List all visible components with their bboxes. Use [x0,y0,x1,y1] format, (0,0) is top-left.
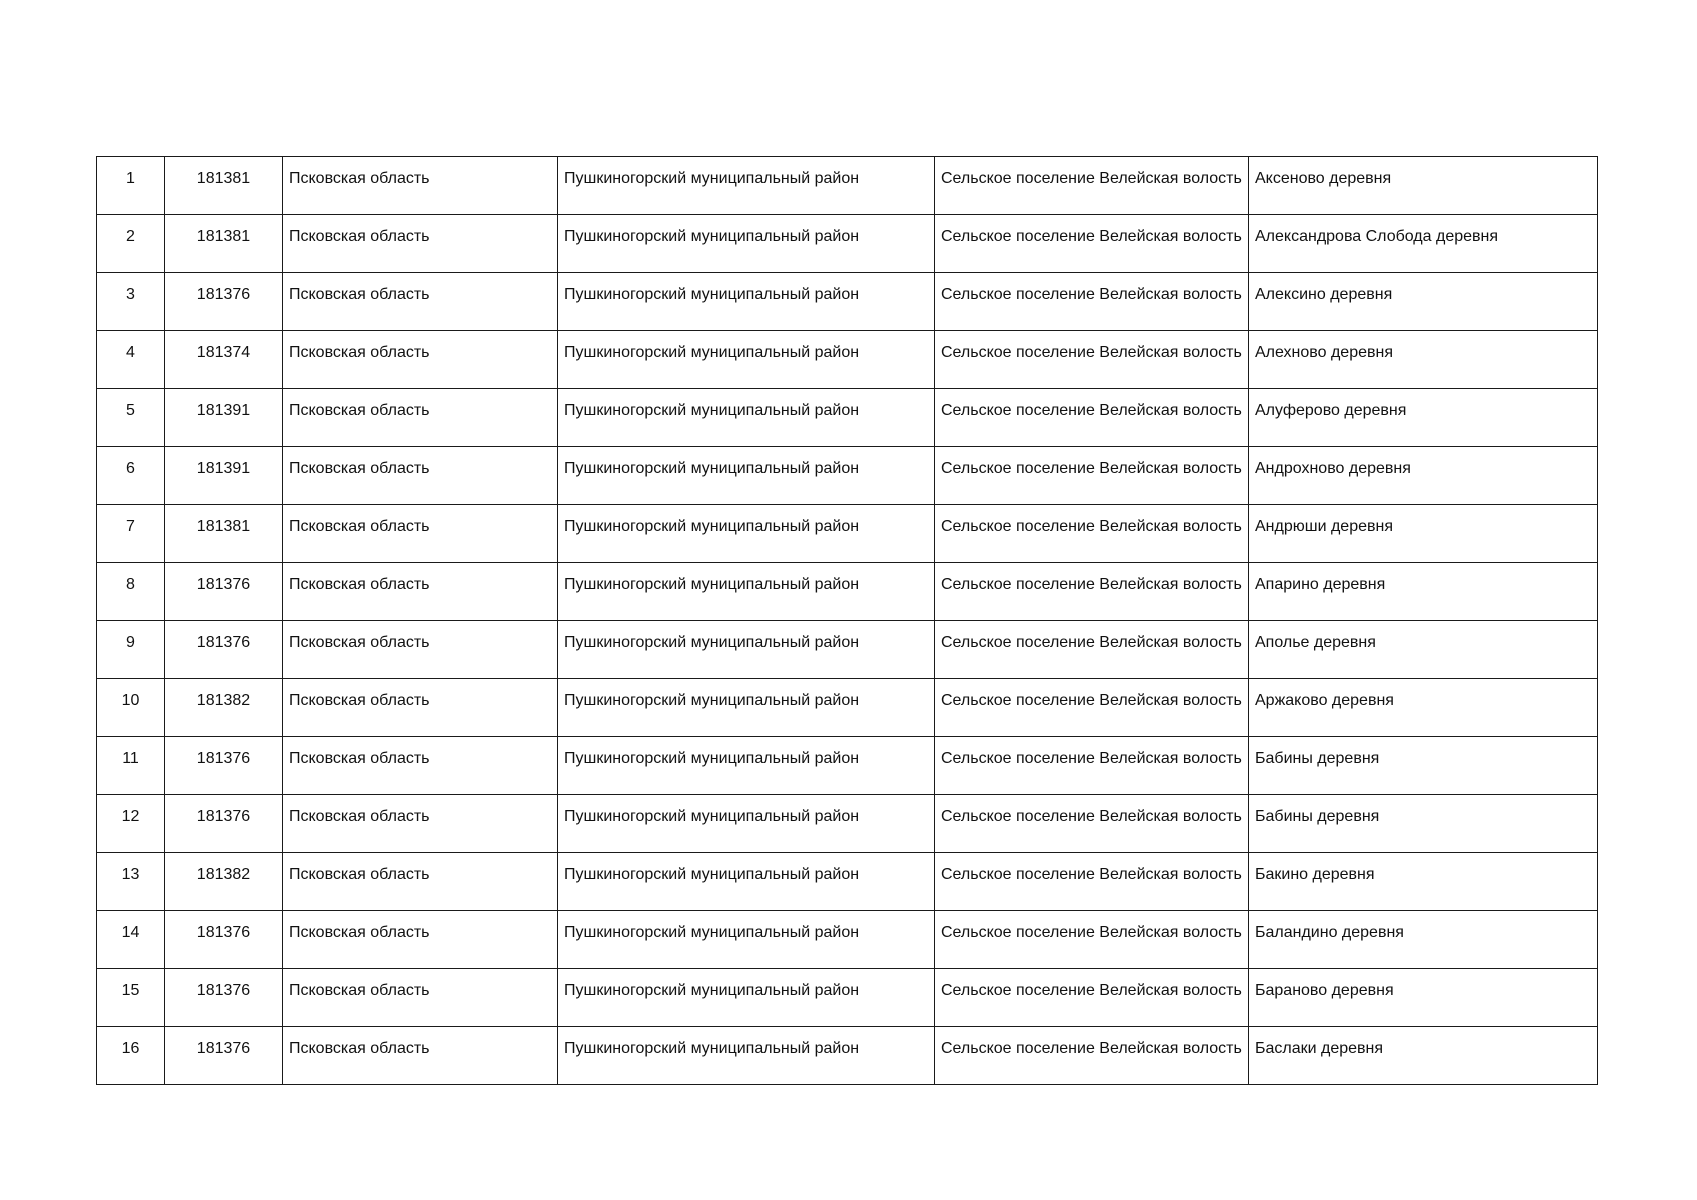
row-number-cell: 5 [97,389,165,447]
district-cell: Пушкиногорский муниципальный район [558,447,935,505]
row-number-cell: 8 [97,563,165,621]
row-number-cell: 2 [97,215,165,273]
postal-index-cell: 181391 [165,389,283,447]
table-row [97,621,1598,679]
district-cell: Пушкиногорский муниципальный район [558,157,935,215]
district-cell: Пушкиногорский муниципальный район [558,505,935,563]
postal-index-cell: 181376 [165,621,283,679]
region-cell: Псковская область [283,331,558,389]
district-cell: Пушкиногорский муниципальный район [558,679,935,737]
locality-cell: Бакино деревня [1249,853,1598,911]
district-cell: Пушкиногорский муниципальный район [558,795,935,853]
district-cell: Пушкиногорский муниципальный район [558,737,935,795]
region-cell: Псковская область [283,795,558,853]
settlement-cell: Сельское поселение Велейская волость [935,911,1249,969]
settlement-cell: Сельское поселение Велейская волость [935,505,1249,563]
settlement-cell: Сельское поселение Велейская волость [935,331,1249,389]
region-cell: Псковская область [283,563,558,621]
region-cell: Псковская область [283,389,558,447]
locality-cell: Аржаково деревня [1249,679,1598,737]
postal-index-cell: 181376 [165,795,283,853]
settlement-cell: Сельское поселение Велейская волость [935,1027,1249,1085]
row-number-cell: 11 [97,737,165,795]
district-cell: Пушкиногорский муниципальный район [558,853,935,911]
district-cell: Пушкиногорский муниципальный район [558,911,935,969]
table-body [97,157,1598,1085]
region-cell: Псковская область [283,969,558,1027]
row-number-cell: 6 [97,447,165,505]
table-row [97,447,1598,505]
region-cell: Псковская область [283,215,558,273]
table-row [97,331,1598,389]
settlement-cell: Сельское поселение Велейская волость [935,215,1249,273]
locality-cell: Алуферово деревня [1249,389,1598,447]
table-row [97,389,1598,447]
settlement-cell: Сельское поселение Велейская волость [935,737,1249,795]
row-number-cell: 13 [97,853,165,911]
postal-index-cell: 181381 [165,215,283,273]
postal-index-cell: 181376 [165,1027,283,1085]
row-number-cell: 3 [97,273,165,331]
region-cell: Псковская область [283,505,558,563]
settlement-cell: Сельское поселение Велейская волость [935,447,1249,505]
table-row [97,215,1598,273]
settlement-cell: Сельское поселение Велейская волость [935,853,1249,911]
region-cell: Псковская область [283,157,558,215]
region-cell: Псковская область [283,853,558,911]
region-cell: Псковская область [283,447,558,505]
row-number-cell: 10 [97,679,165,737]
postal-index-cell: 181381 [165,505,283,563]
row-number-cell: 7 [97,505,165,563]
settlement-cell: Сельское поселение Велейская волость [935,621,1249,679]
settlement-cell: Сельское поселение Велейская волость [935,273,1249,331]
table-row [97,1027,1598,1085]
table-row [97,157,1598,215]
postal-index-cell: 181382 [165,679,283,737]
region-cell: Псковская область [283,273,558,331]
row-number-cell: 12 [97,795,165,853]
locality-cell: Андрюши деревня [1249,505,1598,563]
locality-cell: Баслаки деревня [1249,1027,1598,1085]
locality-cell: Бабины деревня [1249,737,1598,795]
settlement-cell: Сельское поселение Велейская волость [935,157,1249,215]
row-number-cell: 15 [97,969,165,1027]
row-number-cell: 1 [97,157,165,215]
settlement-cell: Сельское поселение Велейская волость [935,563,1249,621]
district-cell: Пушкиногорский муниципальный район [558,563,935,621]
district-cell: Пушкиногорский муниципальный район [558,1027,935,1085]
settlement-cell: Сельское поселение Велейская волость [935,795,1249,853]
settlement-cell: Сельское поселение Велейская волость [935,969,1249,1027]
row-number-cell: 14 [97,911,165,969]
table-row [97,969,1598,1027]
district-cell: Пушкиногорский муниципальный район [558,331,935,389]
district-cell: Пушкиногорский муниципальный район [558,621,935,679]
table-row [97,563,1598,621]
locality-cell: Аполье деревня [1249,621,1598,679]
postal-index-cell: 181376 [165,563,283,621]
row-number-cell: 4 [97,331,165,389]
postal-index-cell: 181382 [165,853,283,911]
district-cell: Пушкиногорский муниципальный район [558,969,935,1027]
table-row [97,853,1598,911]
locality-cell: Аксеново деревня [1249,157,1598,215]
locality-registry-table [96,156,1598,1085]
postal-index-cell: 181376 [165,969,283,1027]
postal-index-cell: 181376 [165,737,283,795]
table-row [97,795,1598,853]
region-cell: Псковская область [283,679,558,737]
table-row [97,679,1598,737]
row-number-cell: 16 [97,1027,165,1085]
settlement-cell: Сельское поселение Велейская волость [935,389,1249,447]
locality-cell: Алехново деревня [1249,331,1598,389]
postal-index-cell: 181391 [165,447,283,505]
region-cell: Псковская область [283,737,558,795]
settlement-cell: Сельское поселение Велейская волость [935,679,1249,737]
row-number-cell: 9 [97,621,165,679]
locality-cell: Баландино деревня [1249,911,1598,969]
table-row [97,737,1598,795]
locality-cell: Александрова Слобода деревня [1249,215,1598,273]
postal-index-cell: 181376 [165,911,283,969]
district-cell: Пушкиногорский муниципальный район [558,273,935,331]
locality-cell: Бабины деревня [1249,795,1598,853]
postal-index-cell: 181374 [165,331,283,389]
district-cell: Пушкиногорский муниципальный район [558,389,935,447]
postal-index-cell: 181381 [165,157,283,215]
district-cell: Пушкиногорский муниципальный район [558,215,935,273]
region-cell: Псковская область [283,911,558,969]
postal-index-cell: 181376 [165,273,283,331]
locality-cell: Бараново деревня [1249,969,1598,1027]
locality-cell: Апарино деревня [1249,563,1598,621]
locality-cell: Андрохново деревня [1249,447,1598,505]
region-cell: Псковская область [283,1027,558,1085]
table-row [97,273,1598,331]
locality-cell: Алексино деревня [1249,273,1598,331]
table-row [97,911,1598,969]
table-row [97,505,1598,563]
region-cell: Псковская область [283,621,558,679]
